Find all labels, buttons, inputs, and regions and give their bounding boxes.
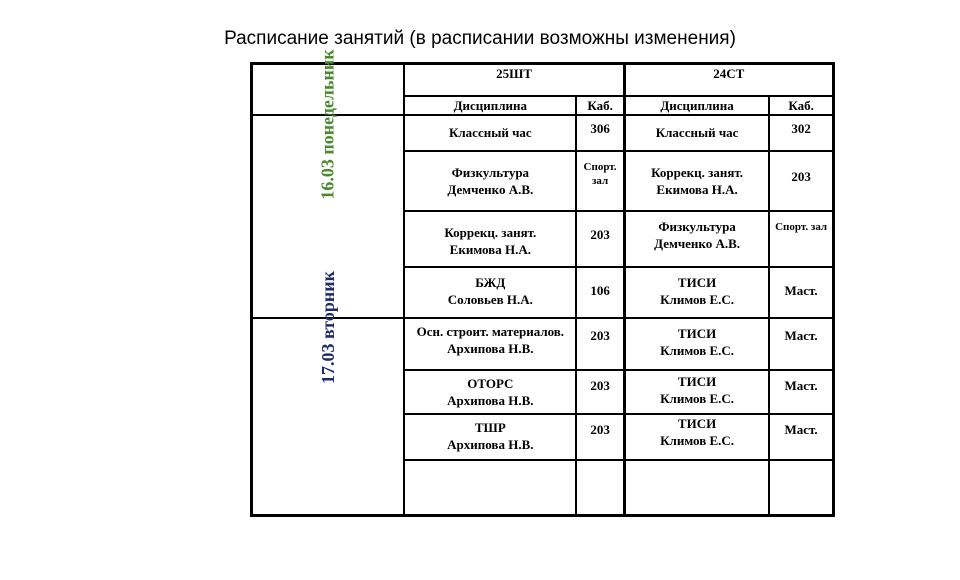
- room: 203: [590, 377, 610, 393]
- teacher: Демченко А.В.: [447, 181, 534, 197]
- subject: ТШР: [474, 419, 506, 435]
- lesson-cell: [404, 151, 576, 211]
- lesson-cell: [624, 460, 769, 516]
- subject: Физкультура: [451, 164, 530, 180]
- room-cell: [769, 151, 833, 211]
- page-title: Расписание занятий (в расписании возможны изменения): [224, 28, 736, 49]
- room: 203: [590, 327, 610, 343]
- room-cell: [769, 115, 833, 151]
- room-cell: [576, 151, 624, 211]
- subject: Коррекц. занят.: [444, 224, 537, 240]
- subject: Физкультура: [658, 218, 736, 234]
- subject: Классный час: [655, 124, 739, 140]
- subject: Коррекц. занят.: [651, 164, 744, 180]
- lesson-cell: [624, 370, 769, 414]
- teacher: Екимова Н.А.: [449, 241, 531, 257]
- teacher: Архипова Н.В.: [447, 436, 534, 452]
- subject: ОТОРС: [467, 375, 514, 391]
- subject: ТИСИ: [677, 415, 717, 431]
- room-cell: [576, 460, 624, 516]
- teacher: Демченко А.В.: [654, 235, 741, 251]
- subject: Классный час: [448, 124, 532, 140]
- room-cell: [576, 370, 624, 414]
- lesson-cell: [404, 318, 576, 370]
- room-cell: [576, 267, 624, 318]
- lesson-cell: [624, 267, 769, 318]
- day-label-tuesday: 17.03 вторник: [317, 270, 338, 384]
- teacher: Архипова Н.В.: [447, 392, 534, 408]
- group-header-24st: 24СТ: [624, 64, 833, 96]
- lesson-cell: [624, 318, 769, 370]
- lesson-cell: [404, 115, 576, 151]
- room-cell: [769, 211, 833, 267]
- room: 302: [791, 120, 811, 136]
- subject: Осн. строит. материалов.: [416, 323, 565, 339]
- room-cell: [769, 414, 833, 460]
- lesson-cell: [404, 460, 576, 516]
- room: 203: [590, 226, 610, 242]
- room-cell: [769, 370, 833, 414]
- subject: БЖД: [475, 274, 506, 290]
- teacher: Климов Е.С.: [660, 432, 735, 448]
- room: 106: [590, 282, 610, 298]
- lesson-cell: [404, 370, 576, 414]
- room-cell: [576, 318, 624, 370]
- subject: ТИСИ: [677, 274, 717, 290]
- day-label-monday: 16.03 понедельник: [317, 48, 338, 200]
- teacher: Климов Е.С.: [660, 342, 735, 358]
- col-discipline-header: Дисциплина: [404, 96, 576, 115]
- room: Маст.: [784, 327, 818, 343]
- room: Маст.: [784, 421, 818, 437]
- room-cell: [576, 115, 624, 151]
- room: Спорт. зал: [583, 160, 617, 187]
- lesson-cell: [624, 414, 769, 460]
- teacher: Климов Е.С.: [660, 390, 735, 406]
- lesson-cell: [404, 414, 576, 460]
- teacher: Климов Е.С.: [660, 291, 735, 307]
- col-room-header: Каб.: [769, 96, 833, 115]
- room-cell: [576, 414, 624, 460]
- room-cell: [769, 318, 833, 370]
- room: 203: [791, 168, 811, 184]
- lesson-cell: [404, 267, 576, 318]
- teacher: Соловьев Н.А.: [447, 291, 533, 307]
- room: Спорт. зал: [775, 220, 828, 233]
- day-label-cell: [252, 270, 405, 516]
- lesson-cell: [624, 115, 769, 151]
- teacher: Архипова Н.В.: [447, 340, 534, 356]
- room-cell: [769, 460, 833, 516]
- room: 306: [590, 120, 610, 136]
- lesson-cell: [624, 151, 769, 211]
- teacher: Екимова Н.А.: [656, 181, 738, 197]
- schedule-table: [250, 48, 835, 517]
- lesson-cell: [624, 211, 769, 267]
- subject: ТИСИ: [677, 325, 717, 341]
- room: Маст.: [784, 282, 818, 298]
- subject: ТИСИ: [677, 373, 717, 389]
- room-cell: [769, 267, 833, 318]
- room: 203: [590, 421, 610, 437]
- lesson-cell: [404, 211, 576, 267]
- col-discipline-header: Дисциплина: [624, 96, 769, 115]
- room-cell: [576, 211, 624, 267]
- room: Маст.: [784, 377, 818, 393]
- col-room-header: Каб.: [576, 96, 624, 115]
- group-header-25sht: 25ШТ: [404, 64, 624, 96]
